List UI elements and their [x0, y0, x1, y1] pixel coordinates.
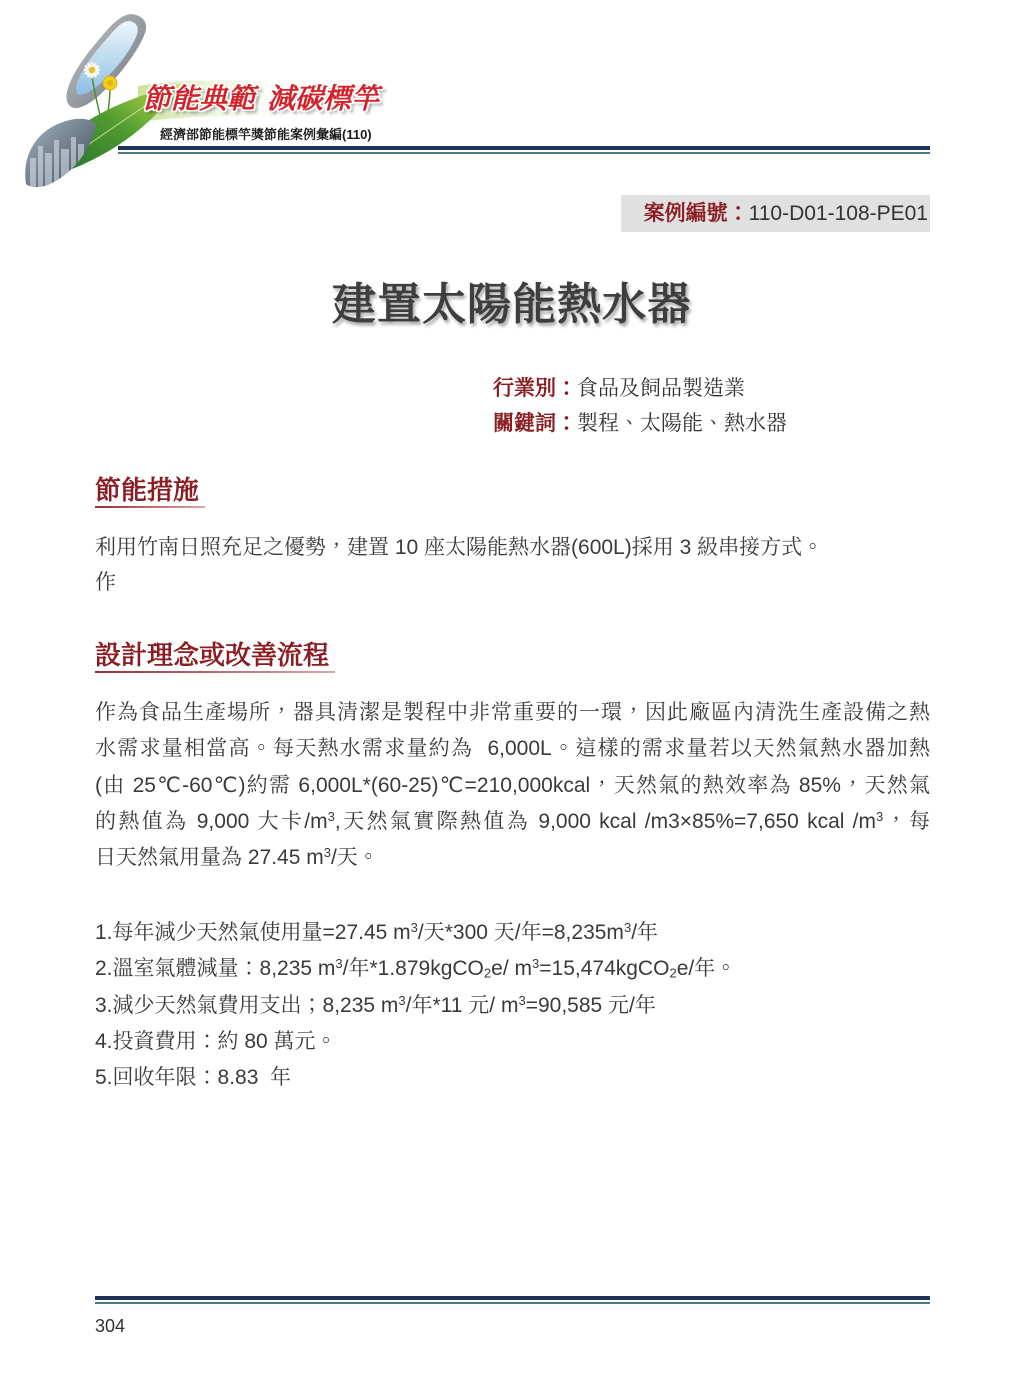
case-number-value: 110-D01-108-PE01	[748, 202, 928, 225]
list-item: 4.投資費用：約 80 萬元。	[95, 1029, 337, 1053]
taiwan-map-icon	[66, 14, 146, 108]
list-item: 1.每年減少天然氣使用量=27.45 $m^3/$天*300 天/年$=8,235m^3/$年	[95, 919, 659, 944]
case-number-label: 案例編號：	[643, 202, 749, 225]
section-body-design	[95, 695, 930, 876]
page-title: 建置太陽能熱水器	[332, 280, 692, 329]
body-line: 作	[95, 571, 116, 594]
superscript: 3	[518, 992, 526, 1008]
superscript: 3	[410, 919, 418, 935]
superscript: 3	[623, 919, 632, 935]
section-heading-measures: 節能措施	[95, 474, 205, 508]
body-line: 的熱值為 9,000 大卡$/m^3$,天然氣實際熱值為 9,000 kcal /m3×85%=7,650 kcal $/m^3$，每	[95, 808, 930, 833]
body-line: (由 25℃-60℃)約需 6,000L*(60-25)℃=210,000kcal，天然氣的熱效率為 85%，天然氣	[95, 773, 930, 797]
body-line: 日天然氣用量為 27.45 $m^3/$天。	[95, 844, 379, 869]
superscript: 3	[323, 844, 331, 860]
subscript: 2	[483, 965, 492, 981]
body-line: 水需求量相當高。每天熱水需求量約為 6,000L。這樣的需求量若以天然氣熱水器加熱	[95, 737, 930, 761]
subscript: 2	[669, 965, 677, 981]
body-line: 利用竹南日照充足之優勢，建置 10 座太陽能熱水器(600L)採用 3 級串接方式。	[95, 536, 824, 559]
industry-label: 行業別：	[493, 377, 577, 400]
logo-subtitle: 經濟部節能標竿獎節能案例彙編(110)	[160, 127, 372, 142]
list-item: 2.溫室氣體減量：8,235 $m^3/$年*1.879kgCO$_2$e/ $m^3=15,474kgCO_2e/$年。	[95, 956, 737, 981]
section-body-measures	[95, 530, 930, 600]
page-number: 304	[95, 1316, 126, 1336]
logo-title	[143, 82, 379, 116]
section-heading-design: 設計理念或改善流程	[95, 639, 335, 673]
superscript: 3	[532, 956, 540, 972]
logo-title-part-1: 節能典範	[143, 83, 256, 114]
result-list	[95, 915, 930, 1096]
superscript: 3	[335, 956, 343, 972]
body-line: 作為食品生產場所，器具清潔是製程中非常重要的一環，因此廠區內清洗生產設備之熱	[95, 701, 930, 724]
list-item: 5.回收年限：8.83 年	[95, 1066, 292, 1089]
superscript: 3	[875, 808, 884, 824]
keywords-row	[493, 406, 787, 441]
case-number-box	[621, 195, 930, 232]
industry-value: 食品及飼品製造業	[577, 377, 745, 400]
keywords-value: 製程、太陽能、熱水器	[577, 412, 787, 435]
footer-rule-thin	[95, 1302, 930, 1304]
superscript: 3	[398, 992, 406, 1008]
industry-row	[493, 371, 745, 406]
keywords-label: 關鍵詞：	[493, 412, 577, 435]
superscript: 3	[327, 808, 335, 824]
footer-rule-thick	[95, 1296, 930, 1300]
list-item: 3.減少天然氣費用支出；8,235 $m^3/$年*11 元/ $m^3=90,585$ 元/年	[95, 992, 656, 1017]
logo-title-part-2: 減碳標竿	[267, 83, 380, 114]
